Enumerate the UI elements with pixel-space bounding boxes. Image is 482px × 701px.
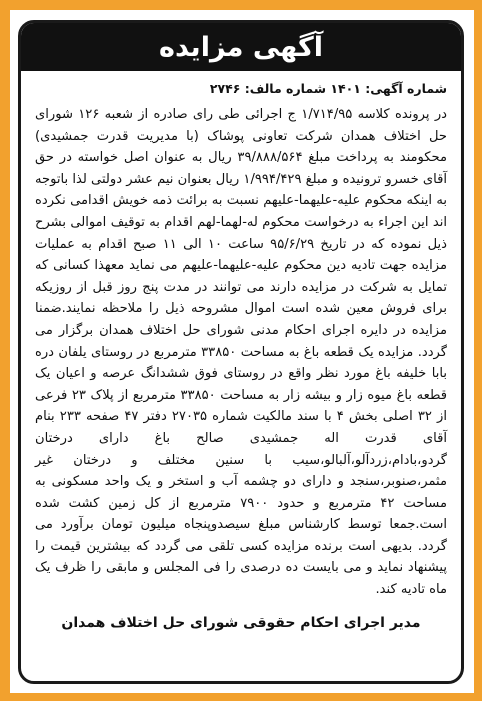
left-orange-rail [0, 0, 10, 701]
ad-number: شماره آگهی: ۱۴۰۱ شماره مالف: ۲۷۴۶ [209, 81, 447, 96]
notice-body: در پرونده کلاسه ۱/۷۱۴/۹۵ ج اجرائی طی رای صادره از شعبه ۱۲۶ شورای حل اختلاف همدان شرکت تعاونی پوشاک (با مدیریت قدرت جمشیدی) محکومند به پرداخت مبلغ ۳۹/۸۸۸/۵۶۴ ریال به عنوان اصل خواسته در حق آقای خسرو ترونیده و مبلغ ۱/۹۹۴/۴۲۹ ریال بعنوان نیم عشر دولتی لذا باتوجه به اینکه محکوم علیه-علیهما-علیهم نسبت به برائت ذمه خویش اقدامی نکرده اند این اجراء به درخواست محکوم له-لهما-لهم اقدام به توقیف اموالی بشرح ذیل نموده که در تاریخ ۹۵/۶/۲۹ ساعت ۱۰ الی ۱۱ صبح اقدام به عملیات مزایده جهت تادیه دین محکوم علیه-علیهما-علیهم می نماید معهذا کسانی که تمایل به شرکت در مزایده دارند می توانند در مدت پنج روز قبل از روزیکه برای فروش معین شده است اموال مشروحه ذیل را ملاحظه نمایند.ضمنا مزایده در دایره اجرای احکام مدنی شورای حل اختلاف همدان برگزار می گردد. مزایده یک قطعه باغ به مساحت ۳۳۸۵۰ مترمربع در روستای یلفان دره بابا خلیفه باغ مورد نظر واقع در روستای فوق ششدانگ عرصه و اعیان یک قطعه باغ میوه زار و بیشه زار به مساحت ۳۳۸۵۰ مترمربع از پلاک ۲۳ فرعی از ۳۲ اصلی بخش ۴ با سند مالکیت شماره ۲۷۰۳۵ دفتر ۴۷ صفحه ۲۳۳ بنام آقای قدرت اله جمشیدی صالح باغ دارای درختان گردو،بادام،زردآلو،آلبالو،سیب با سنین مختلف و درختان غیر مثمر،صنوبر،سنجد و دارای دو چشمه آب و استخر و یک واحد مسکونی به مساحت ۴۲ مترمربع و حدود ۷۹۰۰ مترمربع از کل زمین کشت شده است.جمعا توسط کارشناس مبلغ سیصدوپنجاه میلیون تومان برآورد می گردد. بدیهی است برنده مزایده کسی تلقی می گردد که بیشترین قیمت را پیشنهاد نماید و می بایست ده درصدی را فی المجلس و مابقی را ظرف یک ماه تادیه کند. [35, 107, 448, 598]
notice-card [18, 20, 464, 684]
right-orange-rail [474, 0, 482, 701]
top-orange-strip [0, 0, 482, 10]
notice-title: آگهی مزایده [159, 31, 323, 63]
signature-line: مدیر اجرای احکام حقوقی شورای حل اختلاف همدان [61, 614, 421, 631]
title-band [21, 23, 461, 71]
bottom-orange-strip [0, 693, 482, 701]
